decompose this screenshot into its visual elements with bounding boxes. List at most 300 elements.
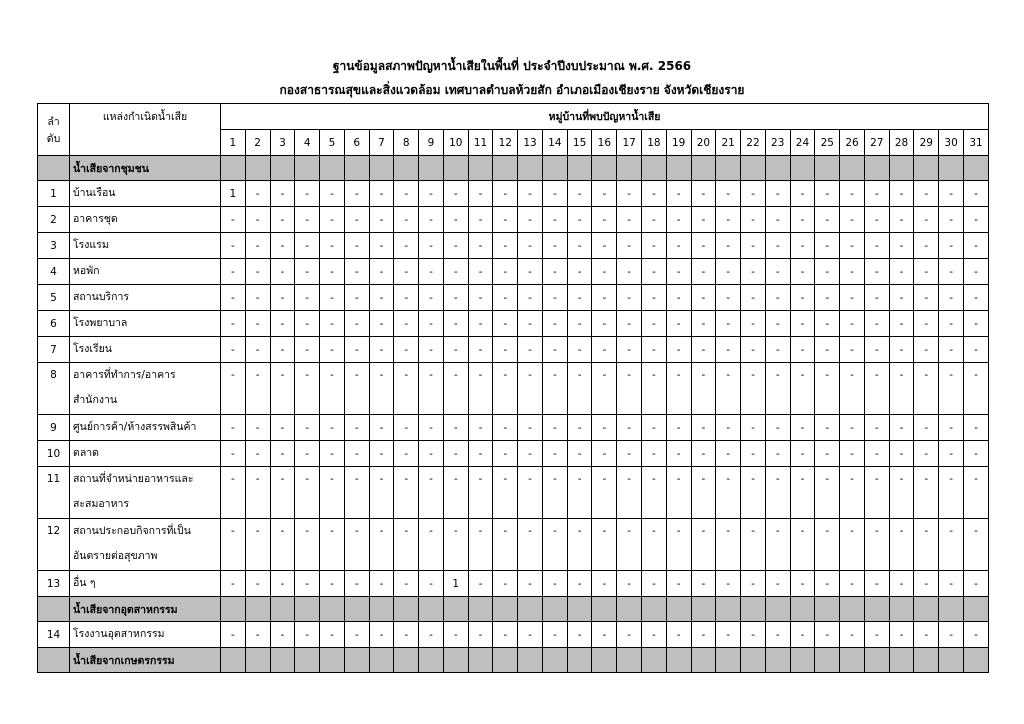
section-cell [741, 648, 766, 673]
village-cell: - [963, 233, 988, 259]
source-name: ศูนย์การค้า/ห้างสรรพสินค้า [70, 415, 221, 441]
village-cell: - [419, 285, 444, 311]
village-number: 16 [592, 130, 617, 156]
village-cell: - [542, 259, 567, 285]
village-cell: - [542, 571, 567, 597]
section-cell [889, 648, 914, 673]
village-cell: - [765, 363, 790, 415]
section-cell [642, 597, 667, 622]
village-cell: - [642, 311, 667, 337]
row-number: 3 [38, 233, 70, 259]
village-cell: - [691, 285, 716, 311]
village-cell: - [914, 519, 939, 571]
village-cell: - [939, 181, 964, 207]
village-cell: - [889, 285, 914, 311]
village-cell: - [939, 519, 964, 571]
village-cell: - [840, 207, 865, 233]
village-cell: - [840, 181, 865, 207]
source-name: สถานที่จำหน่ายอาหารและ สะสมอาหาร [70, 467, 221, 519]
village-cell: - [691, 571, 716, 597]
village-cell: - [741, 311, 766, 337]
village-cell: - [567, 571, 592, 597]
village-cell: - [716, 233, 741, 259]
village-cell: - [344, 285, 369, 311]
village-cell: - [221, 337, 246, 363]
village-cell: - [840, 363, 865, 415]
section-cell [592, 597, 617, 622]
village-cell: - [468, 207, 493, 233]
village-cell: - [369, 441, 394, 467]
village-number: 28 [889, 130, 914, 156]
village-cell: - [295, 311, 320, 337]
village-number: 13 [518, 130, 543, 156]
village-cell: - [369, 311, 394, 337]
village-cell: - [691, 622, 716, 648]
village-cell: - [642, 207, 667, 233]
village-cell: - [716, 337, 741, 363]
village-cell: - [443, 233, 468, 259]
village-cell: - [617, 337, 642, 363]
section-cell [666, 156, 691, 181]
village-cell: - [344, 415, 369, 441]
village-cell: - [493, 285, 518, 311]
village-cell: - [765, 259, 790, 285]
village-cell: - [270, 519, 295, 571]
village-cell: - [592, 233, 617, 259]
village-cell: - [889, 311, 914, 337]
village-cell: - [963, 519, 988, 571]
village-cell: - [691, 207, 716, 233]
village-cell: - [394, 441, 419, 467]
section-cell [468, 156, 493, 181]
section-cell [864, 156, 889, 181]
village-cell: - [419, 441, 444, 467]
section-seq [38, 156, 70, 181]
village-cell: - [864, 207, 889, 233]
section-cell [320, 597, 345, 622]
village-cell: - [691, 363, 716, 415]
village-cell: - [518, 181, 543, 207]
section-cell [914, 156, 939, 181]
village-cell: - [270, 363, 295, 415]
village-cell: - [419, 467, 444, 519]
source-name: อาคารชุด [70, 207, 221, 233]
section-cell [518, 156, 543, 181]
village-cell: - [666, 181, 691, 207]
village-cell: - [765, 441, 790, 467]
section-cell [790, 648, 815, 673]
section-cell [765, 648, 790, 673]
source-name: โรงพยาบาล [70, 311, 221, 337]
village-cell: - [221, 207, 246, 233]
row-number: 10 [38, 441, 70, 467]
village-cell: - [493, 571, 518, 597]
section-row [38, 648, 989, 673]
section-cell [666, 648, 691, 673]
village-cell: - [245, 571, 270, 597]
header-seq: ลำ ดับ [38, 104, 70, 156]
village-cell: - [914, 415, 939, 441]
village-cell: - [864, 285, 889, 311]
village-cell: - [691, 233, 716, 259]
village-cell: - [617, 622, 642, 648]
village-cell: - [493, 181, 518, 207]
village-cell: - [468, 285, 493, 311]
section-cell [295, 597, 320, 622]
village-number: 25 [815, 130, 840, 156]
village-cell: - [666, 363, 691, 415]
source-name: อาคารที่ทำการ/อาคาร สำนักงาน [70, 363, 221, 415]
village-cell: - [666, 571, 691, 597]
village-cell: - [518, 285, 543, 311]
village-cell: - [542, 337, 567, 363]
village-cell: - [443, 337, 468, 363]
village-cell: - [939, 467, 964, 519]
village-cell: - [369, 363, 394, 415]
village-cell: - [963, 207, 988, 233]
village-cell: - [617, 467, 642, 519]
village-cell: - [914, 571, 939, 597]
village-number: 3 [270, 130, 295, 156]
village-cell: - [344, 181, 369, 207]
section-cell [617, 597, 642, 622]
section-cell [394, 156, 419, 181]
section-cell [840, 597, 865, 622]
village-cell: - [716, 285, 741, 311]
village-cell: - [864, 622, 889, 648]
village-cell: - [443, 311, 468, 337]
village-cell: - [394, 311, 419, 337]
village-cell: - [542, 285, 567, 311]
section-cell [939, 597, 964, 622]
village-cell: - [320, 181, 345, 207]
village-cell: - [518, 467, 543, 519]
section-cell [889, 597, 914, 622]
village-cell: - [790, 441, 815, 467]
village-number: 31 [963, 130, 988, 156]
village-cell: - [642, 519, 667, 571]
village-cell: - [840, 519, 865, 571]
village-cell: - [939, 233, 964, 259]
village-cell: - [815, 181, 840, 207]
village-cell: - [642, 441, 667, 467]
table-row [38, 207, 989, 233]
village-cell: - [270, 467, 295, 519]
village-cell: - [765, 311, 790, 337]
village-cell: - [443, 622, 468, 648]
section-cell [716, 648, 741, 673]
village-cell: - [295, 519, 320, 571]
section-cell [666, 597, 691, 622]
section-cell [468, 648, 493, 673]
village-cell: - [815, 571, 840, 597]
table-row [38, 441, 989, 467]
section-cell [394, 597, 419, 622]
village-cell: - [295, 337, 320, 363]
village-cell: - [245, 285, 270, 311]
village-cell: - [914, 622, 939, 648]
village-cell: - [493, 337, 518, 363]
village-cell: - [592, 259, 617, 285]
village-cell: - [815, 233, 840, 259]
village-cell: - [320, 441, 345, 467]
village-cell: - [518, 311, 543, 337]
village-cell: - [716, 207, 741, 233]
table-row [38, 259, 989, 285]
section-cell [518, 648, 543, 673]
section-cell [642, 648, 667, 673]
village-cell: - [815, 285, 840, 311]
village-number: 6 [344, 130, 369, 156]
section-cell [221, 156, 246, 181]
section-cell [270, 597, 295, 622]
village-cell: - [592, 363, 617, 415]
village-cell: - [493, 233, 518, 259]
village-cell: - [765, 571, 790, 597]
village-cell: - [914, 311, 939, 337]
village-cell: - [889, 622, 914, 648]
village-cell: - [815, 415, 840, 441]
table-row [38, 622, 989, 648]
village-cell: - [394, 571, 419, 597]
village-cell: - [344, 337, 369, 363]
section-cell [443, 597, 468, 622]
village-cell: - [468, 311, 493, 337]
village-cell: - [765, 181, 790, 207]
village-cell: - [270, 571, 295, 597]
section-cell [468, 597, 493, 622]
village-cell: - [642, 285, 667, 311]
section-cell [716, 156, 741, 181]
section-cell [815, 648, 840, 673]
village-cell: - [369, 571, 394, 597]
village-cell: - [741, 622, 766, 648]
village-cell: - [790, 622, 815, 648]
row-number: 6 [38, 311, 70, 337]
village-cell: - [666, 467, 691, 519]
table-row [38, 181, 989, 207]
section-cell [344, 597, 369, 622]
section-cell [691, 648, 716, 673]
village-cell: - [518, 415, 543, 441]
village-cell: - [270, 441, 295, 467]
village-cell: - [468, 415, 493, 441]
section-cell [221, 648, 246, 673]
village-cell: - [394, 622, 419, 648]
row-number: 1 [38, 181, 70, 207]
village-cell: - [369, 259, 394, 285]
village-cell: - [840, 311, 865, 337]
village-cell: - [592, 571, 617, 597]
village-cell: - [320, 622, 345, 648]
source-name: หอพัก [70, 259, 221, 285]
source-name: บ้านเรือน [70, 181, 221, 207]
section-cell [419, 156, 444, 181]
section-cell [245, 156, 270, 181]
village-cell: - [468, 233, 493, 259]
table-row [38, 415, 989, 441]
village-cell: - [790, 519, 815, 571]
village-cell: - [592, 311, 617, 337]
village-cell: - [344, 233, 369, 259]
village-cell: - [716, 571, 741, 597]
village-cell: - [295, 622, 320, 648]
section-row [38, 597, 989, 622]
village-cell: - [815, 337, 840, 363]
village-cell: - [864, 259, 889, 285]
village-cell: - [344, 207, 369, 233]
village-cell: - [617, 285, 642, 311]
village-cell: - [840, 571, 865, 597]
section-cell [270, 648, 295, 673]
section-cell [542, 156, 567, 181]
village-cell: - [963, 285, 988, 311]
village-cell: - [617, 571, 642, 597]
village-cell: - [542, 467, 567, 519]
village-cell: - [592, 337, 617, 363]
village-cell: - [419, 622, 444, 648]
village-number: 12 [493, 130, 518, 156]
village-cell: - [765, 337, 790, 363]
village-cell: - [493, 467, 518, 519]
section-cell [716, 597, 741, 622]
header-source: แหล่งกำเนิดน้ำเสีย [70, 104, 221, 156]
village-cell: - [221, 571, 246, 597]
village-cell: - [691, 415, 716, 441]
village-cell: - [320, 571, 345, 597]
village-cell: - [840, 337, 865, 363]
village-cell: - [592, 207, 617, 233]
village-cell: - [369, 467, 394, 519]
section-cell [493, 597, 518, 622]
village-cell: - [963, 311, 988, 337]
source-name: โรงเรียน [70, 337, 221, 363]
village-cell: - [840, 259, 865, 285]
table-row [38, 571, 989, 597]
village-number: 10 [443, 130, 468, 156]
village-cell: - [443, 519, 468, 571]
village-cell: - [716, 363, 741, 415]
village-cell: - [493, 519, 518, 571]
section-cell [765, 156, 790, 181]
village-cell: - [666, 622, 691, 648]
village-cell: - [840, 415, 865, 441]
row-number: 13 [38, 571, 70, 597]
village-cell: - [344, 363, 369, 415]
section-cell [245, 648, 270, 673]
village-cell: - [741, 259, 766, 285]
village-cell: - [765, 415, 790, 441]
village-cell: - [939, 415, 964, 441]
section-seq [38, 648, 70, 673]
village-cell: - [542, 363, 567, 415]
village-cell: - [642, 259, 667, 285]
village-cell: - [716, 622, 741, 648]
village-cell: - [840, 441, 865, 467]
village-cell: - [642, 181, 667, 207]
section-cell [245, 597, 270, 622]
source-name: อื่น ๆ [70, 571, 221, 597]
village-cell: - [914, 233, 939, 259]
village-cell: - [221, 441, 246, 467]
village-number: 23 [765, 130, 790, 156]
village-cell: - [295, 207, 320, 233]
section-cell [493, 648, 518, 673]
section-cell [542, 597, 567, 622]
village-cell: - [320, 337, 345, 363]
village-cell: - [270, 622, 295, 648]
village-cell: - [617, 311, 642, 337]
section-label: น้ำเสียจากชุมชน [70, 156, 221, 181]
village-cell: - [864, 233, 889, 259]
section-label: น้ำเสียจากเกษตรกรรม [70, 648, 221, 673]
village-cell: - [542, 519, 567, 571]
section-cell [741, 597, 766, 622]
village-cell: - [394, 467, 419, 519]
village-cell: - [221, 467, 246, 519]
village-cell: - [765, 207, 790, 233]
village-cell: - [221, 259, 246, 285]
village-cell: - [369, 337, 394, 363]
village-cell: - [864, 415, 889, 441]
village-cell: - [542, 311, 567, 337]
village-cell: - [864, 363, 889, 415]
village-cell: - [394, 415, 419, 441]
row-number: 11 [38, 467, 70, 519]
village-cell: - [765, 285, 790, 311]
village-cell: - [716, 519, 741, 571]
village-cell: - [369, 181, 394, 207]
village-cell: - [567, 337, 592, 363]
village-cell: - [592, 181, 617, 207]
village-number: 29 [914, 130, 939, 156]
village-number: 9 [419, 130, 444, 156]
village-cell: - [741, 441, 766, 467]
village-cell: - [320, 467, 345, 519]
village-cell: - [741, 181, 766, 207]
section-cell [790, 597, 815, 622]
row-number: 5 [38, 285, 70, 311]
village-cell: - [270, 207, 295, 233]
village-cell: - [295, 363, 320, 415]
section-cell [815, 156, 840, 181]
village-cell: - [939, 441, 964, 467]
village-cell: - [270, 259, 295, 285]
village-cell: - [815, 519, 840, 571]
village-cell: - [245, 441, 270, 467]
section-cell [939, 648, 964, 673]
village-cell: - [320, 363, 345, 415]
village-cell: - [221, 415, 246, 441]
village-cell: - [741, 285, 766, 311]
village-cell: - [642, 233, 667, 259]
table-row [38, 285, 989, 311]
village-cell: - [741, 467, 766, 519]
section-cell [815, 597, 840, 622]
village-number: 14 [542, 130, 567, 156]
village-cell: - [245, 622, 270, 648]
section-cell [295, 156, 320, 181]
village-cell: - [419, 181, 444, 207]
village-cell: - [443, 467, 468, 519]
section-cell [419, 597, 444, 622]
village-cell: - [914, 441, 939, 467]
row-number: 4 [38, 259, 70, 285]
village-cell: - [642, 415, 667, 441]
source-name: โรงแรม [70, 233, 221, 259]
village-cell: - [815, 259, 840, 285]
source-name: สถานประกอบกิจการที่เป็น อันตรายต่อสุขภาพ [70, 519, 221, 571]
